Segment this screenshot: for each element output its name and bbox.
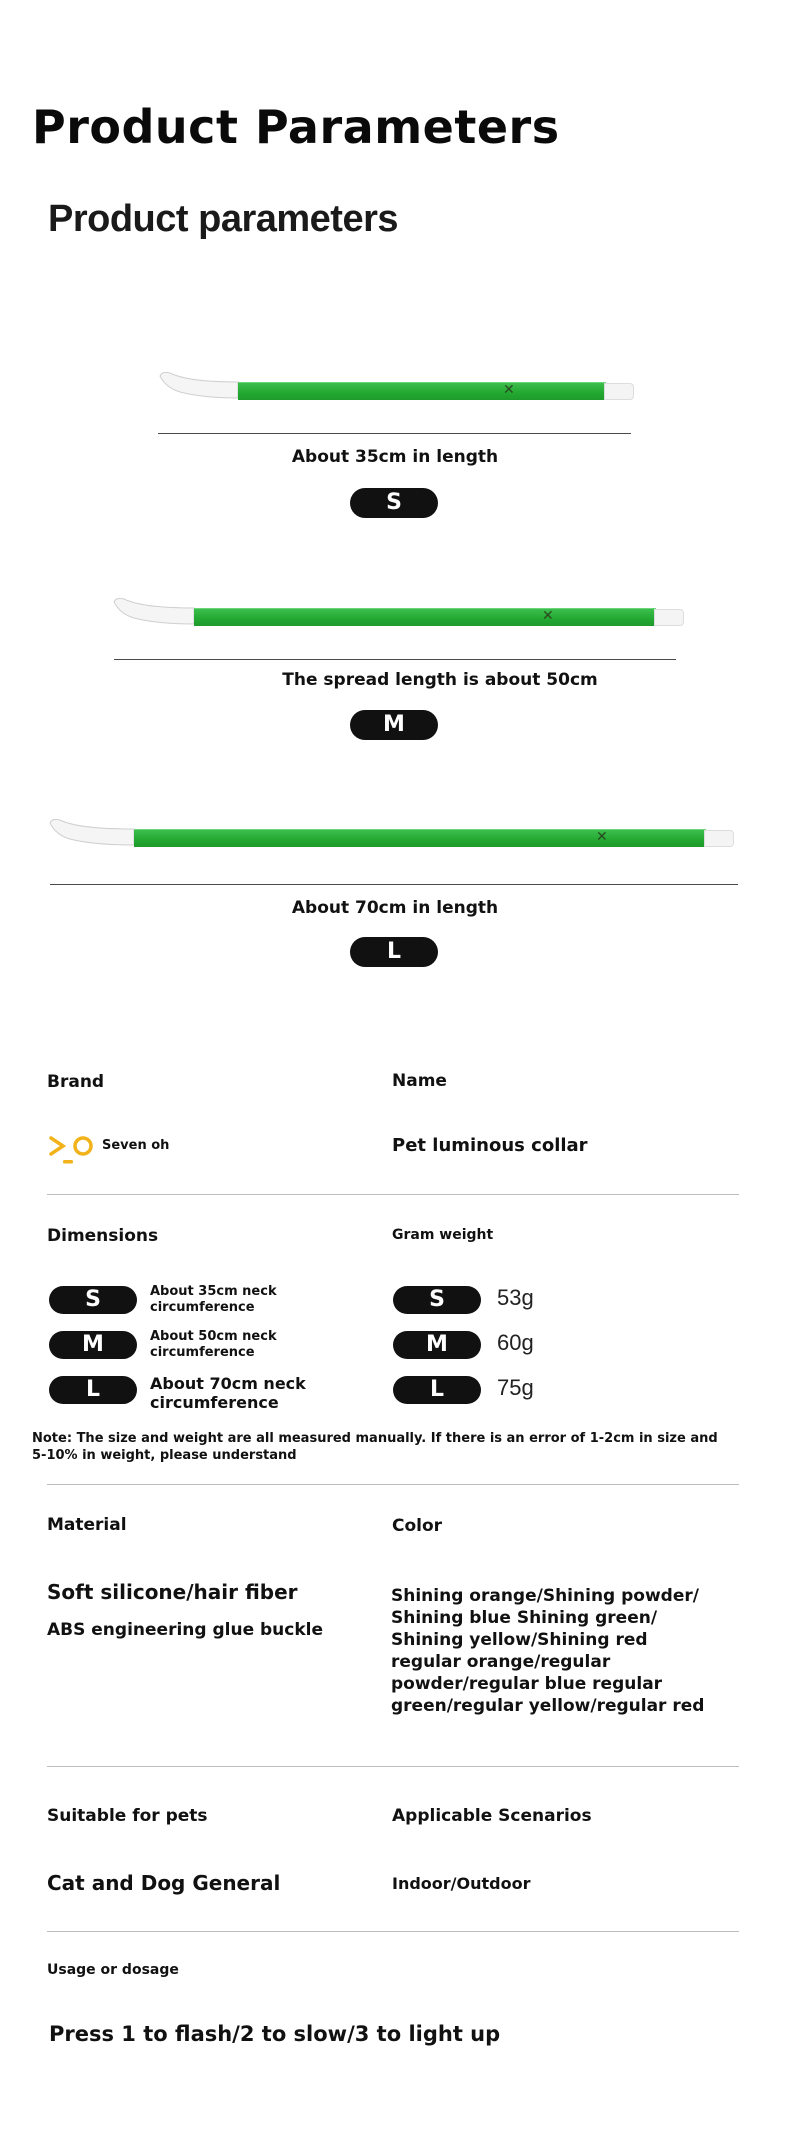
collar-image-m <box>112 606 682 628</box>
collar-cap-s <box>604 383 634 400</box>
dimension-text-s: About 35cm neck circumference <box>150 1284 277 1315</box>
material-line-1: Soft silicone/hair fiber <box>47 1580 298 1604</box>
name-value: Pet luminous collar <box>392 1135 588 1156</box>
weight-value-m: 60g <box>497 1330 534 1355</box>
dimension-size-s: S <box>49 1286 137 1314</box>
collar-cap-l <box>704 830 734 847</box>
collar-tube-l <box>134 829 706 847</box>
brand-value: Seven oh <box>102 1138 170 1153</box>
dimension-size-l: L <box>49 1376 137 1404</box>
size-badge-s: S <box>350 488 438 518</box>
material-line-2: ABS engineering glue buckle <box>47 1620 324 1640</box>
weight-value-s: 53g <box>497 1285 534 1310</box>
page-subtitle: Product parameters <box>48 198 399 240</box>
divider <box>50 884 738 885</box>
measurement-note: Note: The size and weight are all measured manually. If there is an error of 1-2cm in size and 5-10% in weight, please understand <box>32 1431 718 1463</box>
scenarios-label: Applicable Scenarios <box>392 1806 592 1826</box>
dimension-text-l: About 70cm neck circumference <box>150 1374 306 1412</box>
size-caption-l: About 70cm in length <box>291 898 499 918</box>
bamboo-mark-icon: ✕ <box>503 382 515 398</box>
divider <box>47 1931 739 1932</box>
suitable-value: Cat and Dog General <box>47 1871 281 1895</box>
collar-tube-m <box>194 608 656 626</box>
collar-head-m <box>112 598 202 628</box>
divider <box>158 433 631 434</box>
usage-label: Usage or dosage <box>47 1962 179 1978</box>
dimensions-label: Dimensions <box>47 1226 159 1246</box>
name-label: Name <box>392 1071 447 1091</box>
weight-size-l: L <box>393 1376 481 1404</box>
gram-weight-label: Gram weight <box>392 1227 494 1243</box>
brand-logo-icon <box>49 1134 95 1166</box>
divider <box>47 1194 739 1195</box>
suitable-label: Suitable for pets <box>47 1806 208 1826</box>
color-value: Shining orange/Shining powder/ Shining blue Shining green/ Shining yellow/Shining red regular orange/regular powder/regular blue regular green/regular yellow/regular red <box>391 1586 705 1716</box>
bamboo-mark-icon: ✕ <box>596 829 608 845</box>
collar-image-l <box>48 827 738 849</box>
page-title: Product Parameters <box>32 100 560 154</box>
divider <box>47 1484 739 1485</box>
divider <box>114 659 676 660</box>
collar-head-l <box>48 819 138 849</box>
collar-tube-s <box>238 382 606 400</box>
divider <box>47 1766 739 1767</box>
weight-size-s: S <box>393 1286 481 1314</box>
collar-image-s <box>158 380 634 402</box>
collar-cap-m <box>654 609 684 626</box>
bamboo-mark-icon: ✕ <box>542 608 554 624</box>
size-caption-m: The spread length is about 50cm <box>282 670 598 690</box>
size-badge-m: M <box>350 710 438 740</box>
weight-size-m: M <box>393 1331 481 1359</box>
size-caption-s: About 35cm in length <box>291 447 499 467</box>
brand-label: Brand <box>47 1072 105 1092</box>
scenarios-value: Indoor/Outdoor <box>392 1874 531 1893</box>
weight-value-l: 75g <box>497 1375 534 1400</box>
material-label: Material <box>47 1515 127 1535</box>
size-badge-l: L <box>350 937 438 967</box>
color-label: Color <box>392 1516 443 1536</box>
dimension-size-m: M <box>49 1331 137 1359</box>
usage-value: Press 1 to flash/2 to slow/3 to light up <box>49 2022 501 2046</box>
collar-head-s <box>158 372 248 402</box>
dimension-text-m: About 50cm neck circumference <box>150 1329 277 1360</box>
